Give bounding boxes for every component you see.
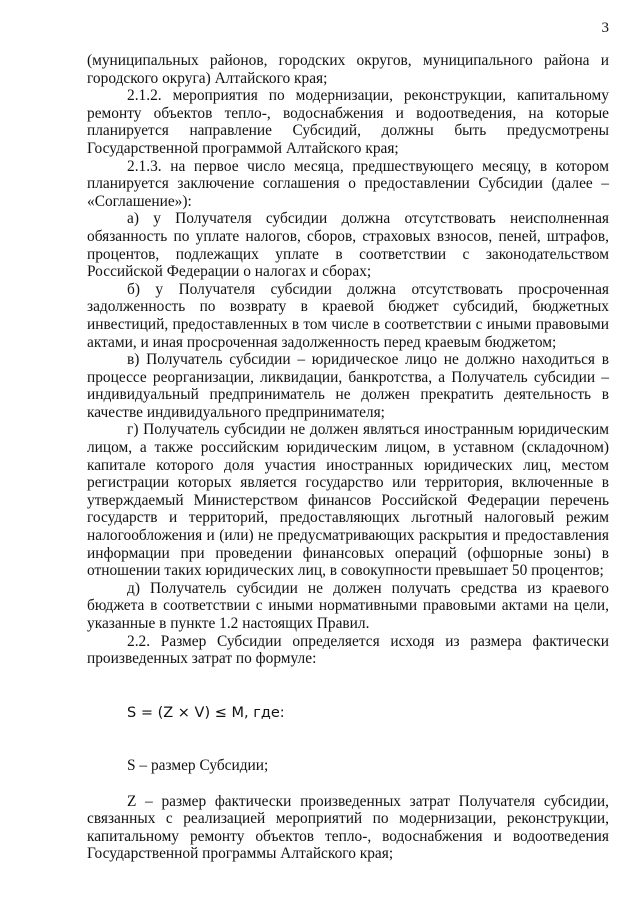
paragraph-continuation: (муниципальных районов, городских округов, муниципального района и городского округа) Алтайского края; bbox=[87, 52, 609, 87]
page-number: 3 bbox=[601, 20, 609, 36]
paragraph-item-v: в) Получатель субсидии – юридическое лицо не должно находиться в процессе реорганизации, ликвидации, банкротства, а Получатель субсидии – индивидуальный предприниматель не должен прекратить деятельность в качестве индивидуального предпринимателя; bbox=[87, 351, 609, 421]
document-body bbox=[87, 52, 609, 863]
paragraph-s-definition: S – размер Субсидии; bbox=[127, 757, 269, 775]
paragraph-2-1-2: 2.1.2. мероприятия по модернизации, реконструкции, капитальному ремонту объектов тепло-, водоснабжения и водоотведения, на которые планируется направление Субсидий, должны быть предусмотрены Государственной программой Алтайского края; bbox=[87, 87, 609, 157]
paragraph-2-2: 2.2. Размер Субсидии определяется исходя из размера фактически произведенных затрат по формуле: bbox=[87, 632, 609, 668]
paragraph-item-g: г) Получатель субсидии не должен являться иностранным юридическим лицом, а также российским юридическим лицом, в уставном (складочном) капитале которого доля участия иностранных юридических лиц, местом регистрации которых является государство или территория, включенные в утверждаемый Министерством финансов Российской Федерации перечень государств и территорий, предоставляющих льготный налоговый режим налогообложения и (или) не предусматривающих раскрытия и предоставления информации при проведении финансовых операций (офшорные зоны) в отношении таких юридических лиц, в совокупности превышает 50 процентов; bbox=[87, 421, 609, 580]
subsidy-formula: S = (Z × V) ≤ M, где: bbox=[127, 704, 285, 721]
paragraph-z-definition: Z – размер фактически произведенных затрат Получателя субсидии, связанных с реализацией мероприятий по модернизации, реконструкции, капитальному ремонту объектов тепло-, водоснабжения и водоотведения Государственной программы Алтайского края; bbox=[87, 792, 609, 863]
paragraph-2-1-3: 2.1.3. на первое число месяца, предшествующего месяцу, в котором планируется заключение соглашения о предоставлении Субсидии (далее – «Соглашение»): bbox=[87, 157, 609, 210]
paragraph-item-d: д) Получатель субсидии не должен получать средства из краевого бюджета в соответствии с иными нормативными правовыми актами на цели, указанные в пункте 1.2 настоящих Правил. bbox=[87, 579, 609, 632]
paragraph-item-a: а) у Получателя субсидии должна отсутствовать неисполненная обязанность по уплате налогов, сборов, страховых взносов, пеней, штрафов, процентов, подлежащих уплате в соответствии с законодательством Российской Федерации о налогах и сборах; bbox=[87, 210, 609, 281]
paragraph-item-b: б) у Получателя субсидии должна отсутствовать просроченная задолженность по возврату в краевой бюджет субсидий, бюджетных инвестиций, предоставленных в том числе в соответствии с иными правовыми актами, и иная просроченная задолженность перед краевым бюджетом; bbox=[87, 280, 609, 351]
